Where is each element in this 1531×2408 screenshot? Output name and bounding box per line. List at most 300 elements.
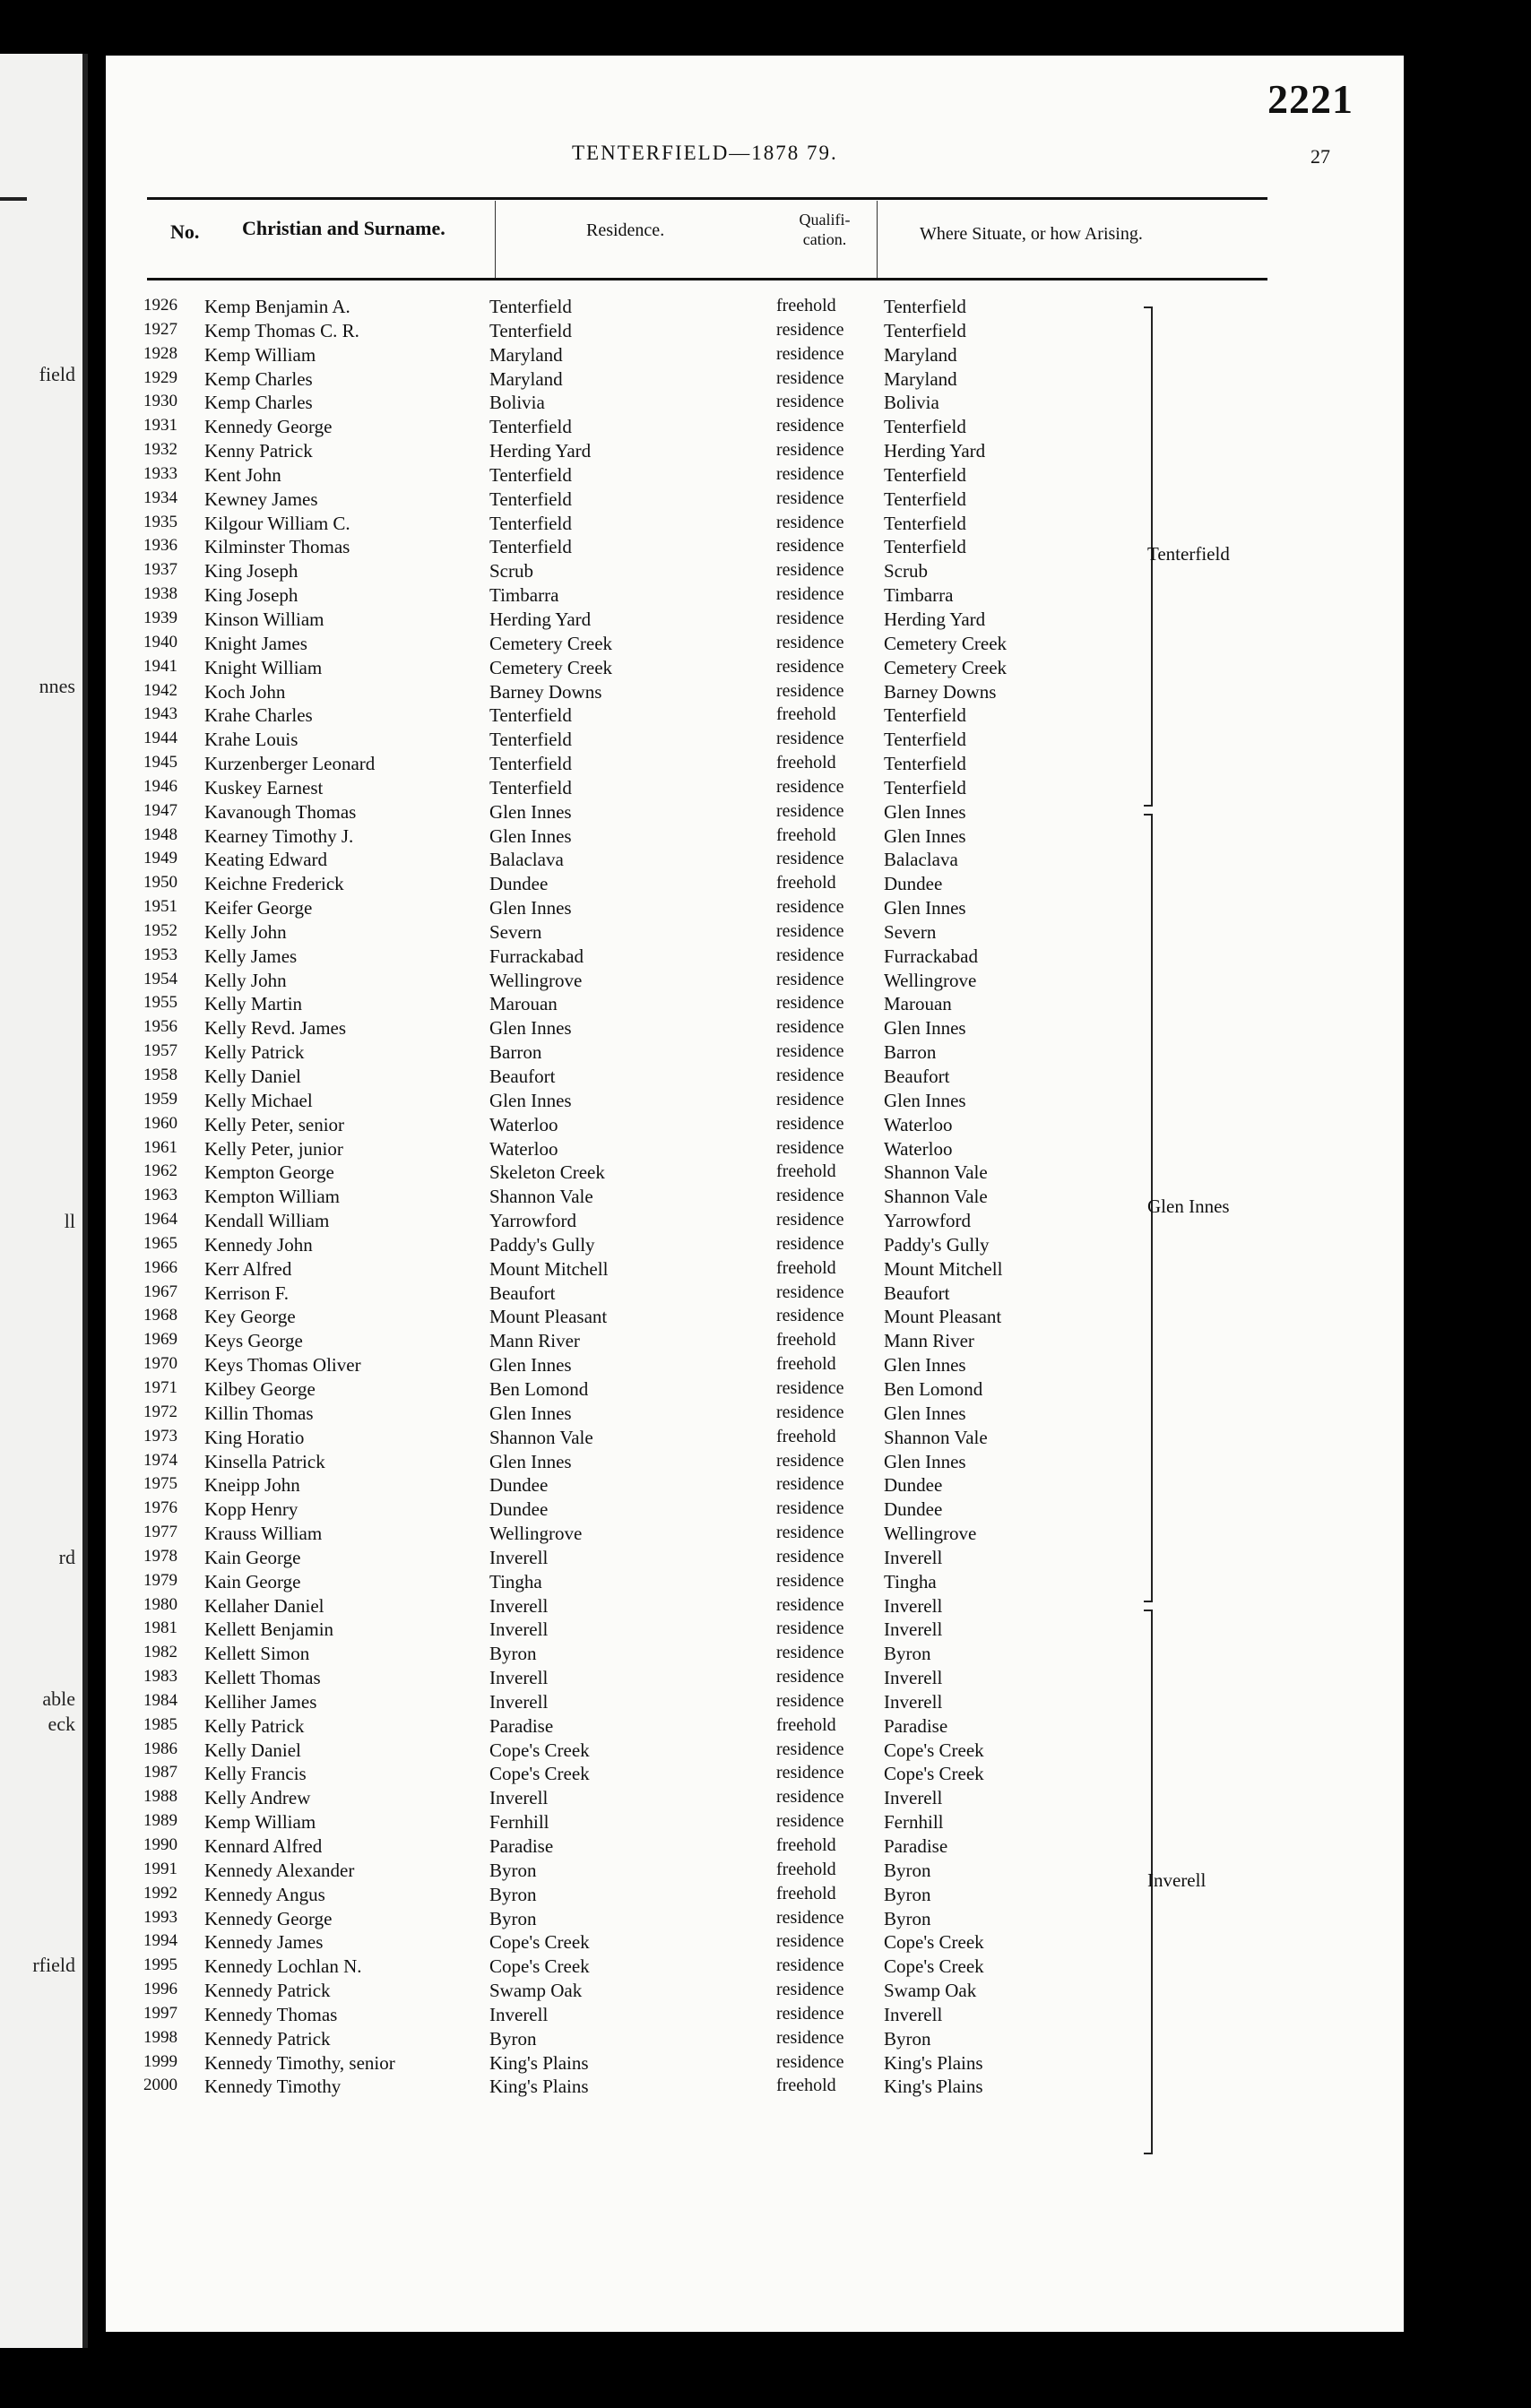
facing-page-fragment: nnes bbox=[39, 675, 75, 697]
table-row bbox=[106, 488, 1271, 513]
entry-name: Kellett Thomas bbox=[204, 1667, 321, 1689]
entry-residence: Waterloo bbox=[489, 1137, 558, 1160]
entry-qualification: residence bbox=[776, 1570, 844, 1591]
entry-qualification: residence bbox=[776, 729, 844, 749]
table-row bbox=[106, 1739, 1271, 1764]
entry-residence: Inverell bbox=[489, 1594, 549, 1617]
entry-where: Fernhill bbox=[884, 1811, 944, 1834]
entry-qualification: residence bbox=[776, 1907, 844, 1928]
column-header-name: Christian and Surname. bbox=[242, 217, 445, 239]
facing-page-fragment: rd bbox=[58, 1546, 75, 1568]
entry-residence: Shannon Vale bbox=[489, 1186, 593, 1208]
entry-number: 1926 bbox=[143, 296, 177, 315]
entry-where: Waterloo bbox=[884, 1137, 953, 1160]
entry-name: Krauss William bbox=[204, 1523, 323, 1545]
entry-name: Kurzenberger Leonard bbox=[204, 753, 376, 775]
entry-number: 1949 bbox=[143, 849, 177, 868]
facing-page-fragment: rfield bbox=[32, 1954, 75, 1976]
entry-where: Tingha bbox=[884, 1570, 937, 1592]
entry-name: Kneipp John bbox=[204, 1474, 300, 1497]
entry-name: Kemp Charles bbox=[204, 367, 313, 390]
entry-qualification: residence bbox=[776, 1066, 844, 1085]
entry-qualification: residence bbox=[776, 1980, 844, 2000]
table-row bbox=[106, 1017, 1271, 1041]
entry-name: Kent John bbox=[204, 463, 281, 486]
column-divider bbox=[495, 201, 496, 278]
entry-residence: Maryland bbox=[489, 343, 563, 366]
entry-where: Glen Innes bbox=[884, 1089, 966, 1111]
entry-name: Krahe Louis bbox=[204, 729, 298, 751]
entry-name: Kerr Alfred bbox=[204, 1257, 292, 1280]
table-row bbox=[106, 1354, 1271, 1378]
table-row bbox=[106, 296, 1271, 320]
entry-where: Mount Mitchell bbox=[884, 1257, 1003, 1280]
table-row bbox=[106, 729, 1271, 753]
entry-qualification: residence bbox=[776, 1739, 844, 1759]
entry-qualification: residence bbox=[776, 392, 844, 412]
entry-number: 1972 bbox=[143, 1402, 177, 1421]
group-bracket-inverell bbox=[1144, 1610, 1207, 2154]
table-row bbox=[106, 1451, 1271, 1475]
entry-name: Keys Thomas Oliver bbox=[204, 1354, 361, 1377]
entry-name: Kain George bbox=[204, 1546, 301, 1568]
entry-number: 1939 bbox=[143, 608, 177, 627]
entry-number: 1942 bbox=[143, 680, 177, 700]
entry-where: Cope's Creek bbox=[884, 1931, 984, 1954]
entry-residence: Herding Yard bbox=[489, 608, 592, 630]
entry-residence: Furrackabad bbox=[489, 945, 584, 967]
plate-number: 2221 bbox=[1267, 76, 1354, 122]
register-rows bbox=[106, 296, 1271, 2100]
entry-qualification: freehold bbox=[776, 873, 836, 893]
entry-qualification: freehold bbox=[776, 2076, 836, 2096]
entry-where: Glen Innes bbox=[884, 1450, 966, 1472]
entry-name: King Joseph bbox=[204, 584, 298, 607]
entry-residence: Cope's Creek bbox=[489, 1763, 590, 1785]
column-divider bbox=[877, 201, 878, 278]
entry-where: Barron bbox=[884, 1041, 937, 1064]
table-row bbox=[106, 1378, 1271, 1403]
entry-number: 1997 bbox=[143, 2003, 177, 2023]
entry-name: Keifer George bbox=[204, 897, 313, 919]
entry-name: Kellaher Daniel bbox=[204, 1594, 324, 1617]
entry-number: 1974 bbox=[143, 1450, 177, 1470]
group-label: Tenterfield bbox=[1147, 543, 1230, 565]
entry-name: Kelliher James bbox=[204, 1690, 317, 1713]
entry-where: Mann River bbox=[884, 1330, 974, 1352]
entry-qualification: residence bbox=[776, 608, 844, 628]
entry-name: Kelly Francis bbox=[204, 1763, 307, 1785]
table-row bbox=[106, 464, 1271, 488]
entry-where: King's Plains bbox=[884, 2051, 983, 2074]
entry-residence: Byron bbox=[489, 1883, 537, 1905]
table-row bbox=[106, 320, 1271, 344]
entry-name: Kenny Patrick bbox=[204, 440, 313, 462]
entry-where: Dundee bbox=[884, 1474, 943, 1497]
entry-name: Kellett Simon bbox=[204, 1643, 310, 1665]
table-row bbox=[106, 1186, 1271, 1210]
facing-page-edge bbox=[0, 54, 88, 2348]
entry-residence: Dundee bbox=[489, 1498, 549, 1521]
entry-qualification: residence bbox=[776, 1618, 844, 1639]
entry-where: Shannon Vale bbox=[884, 1426, 988, 1448]
entry-where: Cope's Creek bbox=[884, 1955, 984, 1978]
entry-where: Maryland bbox=[884, 367, 957, 390]
entry-qualification: freehold bbox=[776, 296, 836, 315]
table-row bbox=[106, 1210, 1271, 1234]
entry-number: 1994 bbox=[143, 1931, 177, 1951]
entry-qualification: residence bbox=[776, 1210, 844, 1230]
entry-residence: Paradise bbox=[489, 1714, 554, 1737]
entry-residence: King's Plains bbox=[489, 2076, 589, 2098]
entry-qualification: residence bbox=[776, 656, 844, 677]
entry-name: Kelly John bbox=[204, 969, 287, 991]
entry-residence: Cope's Creek bbox=[489, 1739, 590, 1761]
entry-number: 1976 bbox=[143, 1498, 177, 1518]
table-row bbox=[106, 416, 1271, 440]
entry-name: Kain George bbox=[204, 1570, 301, 1592]
entry-residence: Barron bbox=[489, 1041, 542, 1064]
entry-number: 1950 bbox=[143, 873, 177, 893]
entry-name: Kennedy Timothy bbox=[204, 2076, 342, 2098]
entry-where: Tenterfield bbox=[884, 296, 966, 317]
entry-number: 1995 bbox=[143, 1955, 177, 1975]
table-row bbox=[106, 1427, 1271, 1451]
entry-number: 1941 bbox=[143, 656, 177, 676]
entry-qualification: freehold bbox=[776, 1859, 836, 1879]
entry-where: Cemetery Creek bbox=[884, 656, 1008, 678]
header-bottom-rule bbox=[147, 278, 1267, 281]
entry-qualification: residence bbox=[776, 849, 844, 869]
entry-residence: Glen Innes bbox=[489, 1402, 572, 1424]
entry-number: 1979 bbox=[143, 1570, 177, 1590]
entry-number: 1975 bbox=[143, 1474, 177, 1494]
entry-residence: Timbarra bbox=[489, 584, 559, 607]
entry-where: Ben Lomond bbox=[884, 1377, 983, 1400]
table-row bbox=[106, 368, 1271, 393]
entry-where: Severn bbox=[884, 920, 937, 943]
entry-name: Kewney James bbox=[204, 488, 318, 510]
entry-qualification: freehold bbox=[776, 1883, 836, 1903]
entry-qualification: residence bbox=[776, 1955, 844, 1976]
entry-residence: Glen Innes bbox=[489, 1017, 572, 1040]
entry-qualification: residence bbox=[776, 1282, 844, 1302]
entry-where: Tenterfield bbox=[884, 488, 966, 510]
entry-name: Kelly Peter, senior bbox=[204, 1113, 345, 1135]
facing-page-fragment: field bbox=[39, 363, 75, 385]
entry-qualification: residence bbox=[776, 1402, 844, 1422]
entry-residence: Scrub bbox=[489, 560, 533, 583]
entry-where: Inverell bbox=[884, 1594, 943, 1617]
entry-number: 1940 bbox=[143, 632, 177, 652]
entry-number: 1952 bbox=[143, 920, 177, 940]
entry-qualification: residence bbox=[776, 1377, 844, 1398]
entry-number: 1957 bbox=[143, 1041, 177, 1061]
entry-residence: Byron bbox=[489, 1859, 537, 1881]
entry-residence: Tenterfield bbox=[489, 536, 572, 558]
entry-where: Paradise bbox=[884, 1835, 948, 1857]
table-row bbox=[106, 849, 1271, 873]
entry-number: 1948 bbox=[143, 824, 177, 844]
entry-name: Kennedy John bbox=[204, 1233, 313, 1256]
entry-name: Key George bbox=[204, 1306, 296, 1328]
entry-where: Barney Downs bbox=[884, 680, 997, 703]
entry-number: 1968 bbox=[143, 1306, 177, 1325]
entry-where: Cope's Creek bbox=[884, 1739, 984, 1761]
entry-qualification: residence bbox=[776, 367, 844, 388]
table-row bbox=[106, 1403, 1271, 1427]
entry-number: 1965 bbox=[143, 1233, 177, 1253]
entry-number: 1963 bbox=[143, 1186, 177, 1205]
entry-name: Kennedy Patrick bbox=[204, 2027, 331, 2050]
table-row bbox=[106, 1955, 1271, 1980]
entry-residence: Tingha bbox=[489, 1570, 542, 1592]
entry-residence: Tenterfield bbox=[489, 704, 572, 727]
table-row bbox=[106, 1931, 1271, 1955]
entry-name: Kelly Daniel bbox=[204, 1739, 301, 1761]
table-row bbox=[106, 1884, 1271, 1908]
entry-name: Kilminster Thomas bbox=[204, 536, 350, 558]
table-row bbox=[106, 560, 1271, 584]
entry-where: Inverell bbox=[884, 1667, 943, 1689]
entry-qualification: residence bbox=[776, 1186, 844, 1206]
entry-number: 1964 bbox=[143, 1210, 177, 1230]
table-row bbox=[106, 1090, 1271, 1114]
entry-qualification: residence bbox=[776, 1811, 844, 1832]
table-row bbox=[106, 1138, 1271, 1162]
entry-qualification: freehold bbox=[776, 1835, 836, 1855]
entry-qualification: residence bbox=[776, 1041, 844, 1062]
entry-residence: Dundee bbox=[489, 1474, 549, 1497]
entry-residence: Tenterfield bbox=[489, 729, 572, 751]
entry-qualification: residence bbox=[776, 1498, 844, 1519]
entry-residence: Tenterfield bbox=[489, 753, 572, 775]
entry-name: Kelly Patrick bbox=[204, 1041, 305, 1064]
table-row bbox=[106, 993, 1271, 1017]
entry-name: Kinson William bbox=[204, 608, 324, 630]
entry-number: 1947 bbox=[143, 800, 177, 820]
table-row bbox=[106, 801, 1271, 825]
entry-name: King Joseph bbox=[204, 560, 298, 583]
table-row bbox=[106, 1306, 1271, 1330]
facing-page-fragment: able bbox=[42, 1687, 75, 1710]
entry-where: Paradise bbox=[884, 1714, 948, 1737]
entry-qualification: residence bbox=[776, 1546, 844, 1566]
entry-number: 1961 bbox=[143, 1137, 177, 1157]
entry-name: Kemp Thomas C. R. bbox=[204, 319, 359, 341]
entry-number: 1991 bbox=[143, 1859, 177, 1878]
entry-residence: Fernhill bbox=[489, 1811, 549, 1834]
table-row bbox=[106, 2076, 1271, 2100]
entry-residence: Inverell bbox=[489, 1787, 549, 1809]
entry-number: 1933 bbox=[143, 463, 177, 483]
entry-name: Kennedy Alexander bbox=[204, 1859, 355, 1881]
entry-where: Inverell bbox=[884, 1690, 943, 1713]
entry-where: Inverell bbox=[884, 1787, 943, 1809]
entry-residence: Beaufort bbox=[489, 1066, 556, 1087]
entry-qualification: residence bbox=[776, 416, 844, 436]
entry-where: Byron bbox=[884, 1883, 931, 1905]
entry-residence: Tenterfield bbox=[489, 296, 572, 317]
table-row bbox=[106, 584, 1271, 608]
entry-where: Glen Innes bbox=[884, 897, 966, 919]
entry-number: 1937 bbox=[143, 560, 177, 580]
entry-number: 1985 bbox=[143, 1714, 177, 1734]
entry-residence: Glen Innes bbox=[489, 824, 572, 847]
entry-where: Mount Pleasant bbox=[884, 1306, 1002, 1328]
entry-number: 1927 bbox=[143, 319, 177, 339]
entry-number: 1962 bbox=[143, 1161, 177, 1181]
table-row bbox=[106, 513, 1271, 537]
entry-where: Glen Innes bbox=[884, 1354, 966, 1377]
entry-residence: Waterloo bbox=[489, 1113, 558, 1135]
entry-residence: Paradise bbox=[489, 1835, 554, 1857]
entry-qualification: residence bbox=[776, 1017, 844, 1038]
entry-where: Beaufort bbox=[884, 1066, 950, 1087]
entry-name: Kellett Benjamin bbox=[204, 1618, 334, 1641]
table-row bbox=[106, 1980, 1271, 2004]
entry-number: 1981 bbox=[143, 1618, 177, 1638]
entry-number: 1996 bbox=[143, 1980, 177, 1999]
entry-residence: Barney Downs bbox=[489, 680, 602, 703]
entry-where: Glen Innes bbox=[884, 800, 966, 823]
entry-where: Balaclava bbox=[884, 849, 958, 871]
table-row bbox=[106, 1474, 1271, 1498]
entry-where: Wellingrove bbox=[884, 969, 977, 991]
table-row bbox=[106, 657, 1271, 681]
entry-where: Inverell bbox=[884, 2003, 943, 2025]
table-row bbox=[106, 1571, 1271, 1595]
table-row bbox=[106, 970, 1271, 994]
entry-number: 1938 bbox=[143, 584, 177, 604]
column-header-no: No. bbox=[170, 220, 200, 243]
entry-residence: Cemetery Creek bbox=[489, 632, 613, 654]
entry-name: Kelly Revd. James bbox=[204, 1017, 347, 1040]
entry-number: 1944 bbox=[143, 729, 177, 748]
entry-name: Kelly Michael bbox=[204, 1089, 313, 1111]
group-label: Glen Innes bbox=[1147, 1195, 1230, 1217]
entry-qualification: residence bbox=[776, 1643, 844, 1663]
table-row bbox=[106, 1763, 1271, 1787]
entry-where: Shannon Vale bbox=[884, 1186, 988, 1208]
entry-residence: Glen Innes bbox=[489, 1089, 572, 1111]
entry-residence: Tenterfield bbox=[489, 488, 572, 510]
entry-residence: Beaufort bbox=[489, 1282, 556, 1304]
header-top-rule bbox=[147, 197, 1267, 200]
entry-where: Beaufort bbox=[884, 1282, 950, 1304]
entry-name: Kearney Timothy J. bbox=[204, 824, 354, 847]
table-row bbox=[106, 921, 1271, 945]
entry-qualification: residence bbox=[776, 969, 844, 989]
entry-qualification: freehold bbox=[776, 753, 836, 773]
entry-number: 1956 bbox=[143, 1017, 177, 1037]
entry-name: Kelly James bbox=[204, 945, 298, 967]
entry-number: 1958 bbox=[143, 1066, 177, 1084]
facing-page-rule bbox=[0, 197, 27, 201]
running-title: TENTERFIELD—1878 79. bbox=[572, 142, 838, 164]
entry-qualification: residence bbox=[776, 993, 844, 1014]
entry-number: 1993 bbox=[143, 1907, 177, 1927]
entry-number: 1970 bbox=[143, 1354, 177, 1374]
entry-residence: Shannon Vale bbox=[489, 1426, 593, 1448]
table-row bbox=[106, 1691, 1271, 1715]
entry-name: Kennedy Patrick bbox=[204, 1980, 331, 2002]
entry-residence: Cemetery Creek bbox=[489, 656, 613, 678]
entry-residence: Glen Innes bbox=[489, 800, 572, 823]
entry-where: Tenterfield bbox=[884, 776, 966, 798]
entry-number: 1960 bbox=[143, 1113, 177, 1133]
entry-name: Keichne Frederick bbox=[204, 873, 344, 895]
entry-residence: Herding Yard bbox=[489, 440, 592, 462]
table-row bbox=[106, 1787, 1271, 1811]
entry-name: Kelly Peter, junior bbox=[204, 1137, 343, 1160]
entry-qualification: residence bbox=[776, 488, 844, 508]
entry-qualification: freehold bbox=[776, 1426, 836, 1446]
entry-qualification: residence bbox=[776, 440, 844, 461]
page-number: 27 bbox=[1310, 145, 1330, 168]
entry-name: Koch John bbox=[204, 680, 286, 703]
entry-where: Scrub bbox=[884, 560, 928, 583]
register-page bbox=[106, 56, 1404, 2332]
entry-residence: Cope's Creek bbox=[489, 1955, 590, 1978]
entry-name: Kemp William bbox=[204, 1811, 316, 1834]
entry-residence: Tenterfield bbox=[489, 512, 572, 534]
facing-page-fragment: eck bbox=[48, 1713, 75, 1735]
entry-qualification: residence bbox=[776, 2003, 844, 2024]
table-row bbox=[106, 1715, 1271, 1739]
entry-qualification: residence bbox=[776, 1787, 844, 1808]
table-row bbox=[106, 1041, 1271, 1066]
entry-name: Kennedy Timothy, senior bbox=[204, 2051, 395, 2074]
entry-where: Tenterfield bbox=[884, 463, 966, 486]
entry-qualification: residence bbox=[776, 800, 844, 821]
entry-where: Herding Yard bbox=[884, 440, 986, 462]
entry-qualification: residence bbox=[776, 536, 844, 557]
table-row bbox=[106, 1643, 1271, 1667]
table-row bbox=[106, 1908, 1271, 1932]
table-row bbox=[106, 392, 1271, 416]
entry-residence: Tenterfield bbox=[489, 416, 572, 438]
entry-residence: Tenterfield bbox=[489, 463, 572, 486]
table-row bbox=[106, 777, 1271, 801]
entry-qualification: residence bbox=[776, 2051, 844, 2072]
table-row bbox=[106, 1595, 1271, 1619]
entry-residence: Glen Innes bbox=[489, 1450, 572, 1472]
entry-number: 1930 bbox=[143, 392, 177, 411]
qualification-header-line2: cation. bbox=[802, 230, 847, 248]
entry-residence: Skeleton Creek bbox=[489, 1161, 605, 1184]
entry-number: 1959 bbox=[143, 1089, 177, 1109]
entry-qualification: residence bbox=[776, 1113, 844, 1134]
entry-qualification: residence bbox=[776, 920, 844, 941]
entry-where: Maryland bbox=[884, 343, 957, 366]
entry-where: Waterloo bbox=[884, 1113, 953, 1135]
entry-number: 1988 bbox=[143, 1787, 177, 1807]
entry-where: King's Plains bbox=[884, 2076, 983, 2098]
entry-qualification: freehold bbox=[776, 1714, 836, 1735]
entry-where: Tenterfield bbox=[884, 753, 966, 775]
column-header-where: Where Situate, or how Arising. bbox=[920, 224, 1143, 244]
entry-number: 1936 bbox=[143, 536, 177, 556]
entry-residence: Byron bbox=[489, 1907, 537, 1929]
entry-residence: Wellingrove bbox=[489, 1523, 583, 1545]
table-row bbox=[106, 1282, 1271, 1307]
table-row bbox=[106, 897, 1271, 921]
table-row bbox=[106, 873, 1271, 897]
group-bracket-tenterfield bbox=[1144, 306, 1230, 807]
entry-qualification: residence bbox=[776, 1474, 844, 1495]
entry-number: 1978 bbox=[143, 1546, 177, 1566]
